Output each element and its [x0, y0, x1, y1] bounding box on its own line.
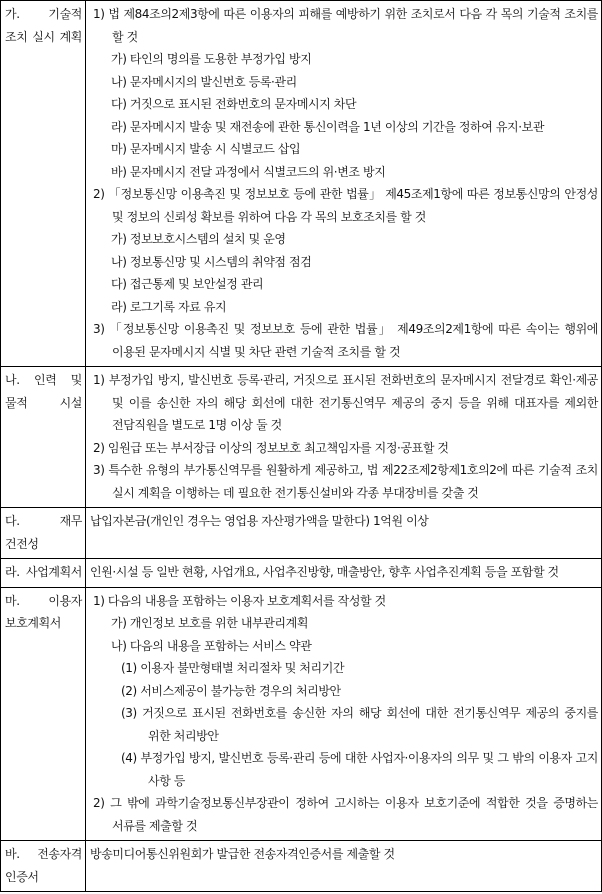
content-line: 가) 타인의 명의를 도용한 부정가입 방지 — [111, 52, 312, 66]
row-heading: 바. 전송자격 인증서 — [1, 841, 86, 892]
content-line: 라) 문자메시지 발송 및 재전송에 관한 통신이력을 1년 이상의 기간을 정하여 유지·보관 — [111, 119, 545, 134]
table-row — [1, 1, 602, 367]
content-line: (1) 이용자 불만형태별 처리절차 및 처리기간 — [121, 661, 345, 675]
row-content — [86, 841, 602, 892]
content-line: 라) 로그기록 자료 유지 — [111, 299, 227, 314]
content-line: 3) 「정보통신망 이용촉진 및 정보보호 등에 관한 법률」 제49조의2제1항에 따른 속이는 행위에 이용된 문자메시지 식별 및 차단 관련 기술적 조치를 할 것 — [93, 322, 598, 359]
content-line: 2) 그 밖에 과학기술정보통신부장관이 정하여 고시하는 이용자 보호기준에 적합한 것을 증명하는 서류를 제출할 것 — [93, 796, 598, 833]
content-line: 2) 「정보통신망 이용촉진 및 정보보호 등에 관한 법률」 제45조제1항에 따른 정보통신망의 안정성 및 정보의 신뢰성 확보를 위하여 다음 각 목의 보호조치를 할 것 — [93, 187, 598, 224]
content-line: 2) 임원급 또는 부서장급 이상의 정보보호 최고책임자를 지정·공표할 것 — [93, 440, 449, 455]
row-heading: 마. 이용자 보호계획서 — [1, 587, 86, 841]
table-row — [1, 841, 602, 892]
row-content — [86, 1, 602, 367]
content-line: 1) 부정가입 방지, 발신번호 등록·관리, 거짓으로 표시된 전화번호의 문자메시지 전달경로 확인·제공 및 이를 송신한 자의 해당 회선에 대한 전기통신역무 제공의 중지 등을 위해 대표자를 제외한 전담직원을 별도로 1명 이상 둘 것 — [93, 373, 598, 432]
table-row — [1, 508, 602, 559]
content-line: 나) 문자메시지의 발신번호 등록·관리 — [111, 74, 297, 89]
table-row — [1, 587, 602, 841]
content-line: 바) 문자메시지 전달 과정에서 식별코드의 위·변조 방지 — [111, 164, 386, 179]
content-line: (2) 서비스제공이 불가능한 경우의 처리방안 — [121, 683, 341, 698]
content-line: 가) 정보보호시스템의 설치 및 운영 — [111, 232, 286, 246]
row-content — [86, 508, 602, 559]
content-line: 나) 다음의 내용을 포함하는 서비스 약관 — [111, 638, 312, 653]
content-line: (4) 부정가입 방지, 발신번호 등록·관리 등에 대한 사업자·이용자의 의무 및 그 밖의 이용자 고지 사항 등 — [121, 751, 598, 788]
row-heading: 가. 기술적 조치 실시 계획 — [1, 1, 86, 367]
content-line: 방송미디어통신위원회가 발급한 전송자격인증서를 제출할 것 — [90, 847, 395, 861]
row-content — [86, 367, 602, 508]
row-content — [86, 587, 602, 841]
content-line: 가) 개인정보 보호를 위한 내부관리계획 — [111, 616, 309, 630]
row-heading: 라. 사업계획서 — [1, 559, 86, 588]
content-line: 납입자본금(개인인 경우는 영업용 자산평가액을 말한다) 1억원 이상 — [90, 514, 429, 528]
row-heading: 다. 재무 건전성 — [1, 508, 86, 559]
content-line: 1) 법 제84조의2제3항에 따른 이용자의 피해를 예방하기 위한 조치로서 다음 각 목의 기술적 조치를 할 것 — [93, 7, 598, 44]
table-row — [1, 559, 602, 588]
content-line: 3) 특수한 유형의 부가통신역무를 원활하게 제공하고, 법 제22조제2항제1호의2에 따른 기술적 조치 실시 계획을 이행하는 데 필요한 전기통신설비와 각종 부대장비를 갖출 것 — [93, 463, 598, 500]
content-line: 마) 문자메시지 발송 시 식별코드 삽입 — [111, 142, 301, 156]
content-line: 다) 거짓으로 표시된 전화번호의 문자메시지 차단 — [111, 97, 357, 111]
requirements-table-body — [1, 1, 602, 892]
row-heading: 나. 인력 및 물적 시설 — [1, 367, 86, 508]
row-content — [86, 559, 602, 588]
content-line: 1) 다음의 내용을 포함하는 이용자 보호계획서를 작성할 것 — [93, 593, 386, 608]
table-row — [1, 367, 602, 508]
content-line: 나) 정보통신망 및 시스템의 취약점 점검 — [111, 254, 312, 269]
content-line: 다) 접근통제 및 보안설정 관리 — [111, 277, 264, 291]
content-line: 인원·시설 등 일반 현황, 사업개요, 사업추진방향, 매출방안, 향후 사업추진계획 등을 포함할 것 — [90, 565, 559, 579]
content-line: (3) 거짓으로 표시된 전화번호를 송신한 자의 해당 회선에 대한 전기통신역무 제공의 중지를 위한 처리방안 — [121, 706, 598, 743]
